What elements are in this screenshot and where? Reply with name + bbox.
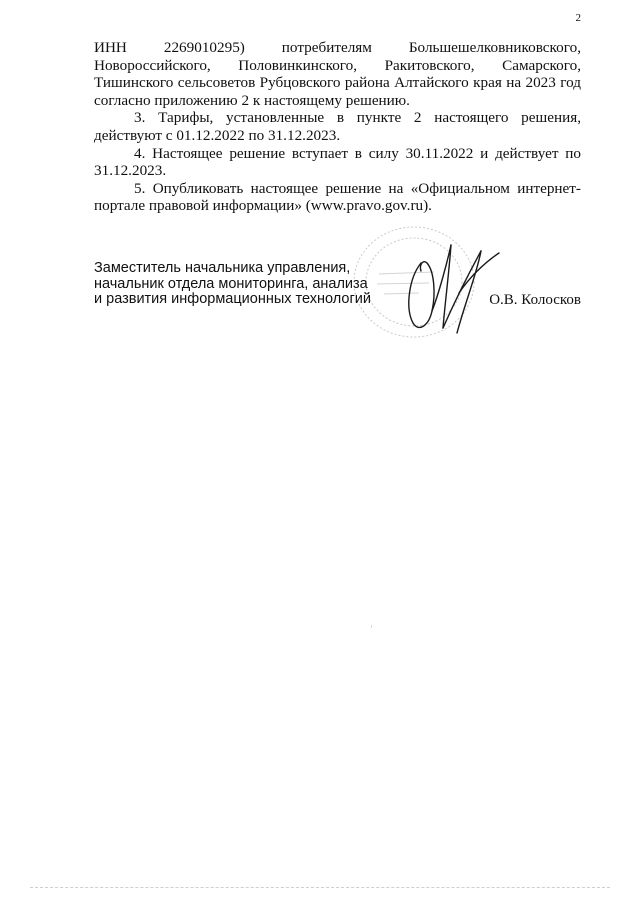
handwritten-signature (399, 233, 509, 343)
position-line: и развития информационных технологий (94, 291, 371, 307)
page-number: 2 (575, 12, 581, 24)
paragraph-3: 3. Тарифы, установленные в пункте 2 настоящего решения, действуют с 01.12.2022 по 31.12.2023. (94, 109, 581, 144)
signature-block (94, 261, 581, 351)
position-line: начальник отдела мониторинга, анализа (94, 275, 368, 292)
text-line: Тишинского сельсоветов Рубцовского района Алтайского края на 2023 год (94, 74, 581, 92)
signer-name: О.В. Колосков (489, 292, 581, 308)
scan-edge-line (30, 887, 610, 889)
paragraph-continuation (94, 39, 581, 109)
position-line: Заместитель начальника управления, (94, 260, 351, 276)
paragraph-4: 4. Настоящее решение вступает в силу 30.11.2022 и действует по 31.12.2023. (94, 144, 581, 180)
document-body (94, 39, 581, 215)
text-line: Новороссийского, Половинкинского, Ракитовского, Самарского, (94, 56, 581, 74)
paragraph-5: 5. Опубликовать настоящее решение на «Официальном интернет-портале правовой информации» (www.pravo.gov.ru). (94, 179, 581, 215)
scan-speck (371, 625, 372, 628)
text-line: согласно приложению 2 к настоящему решению. (94, 91, 410, 109)
signer-position (94, 261, 371, 308)
text-line: ИНН 2269010295) потребителям Большешелковниковского, (94, 39, 581, 56)
